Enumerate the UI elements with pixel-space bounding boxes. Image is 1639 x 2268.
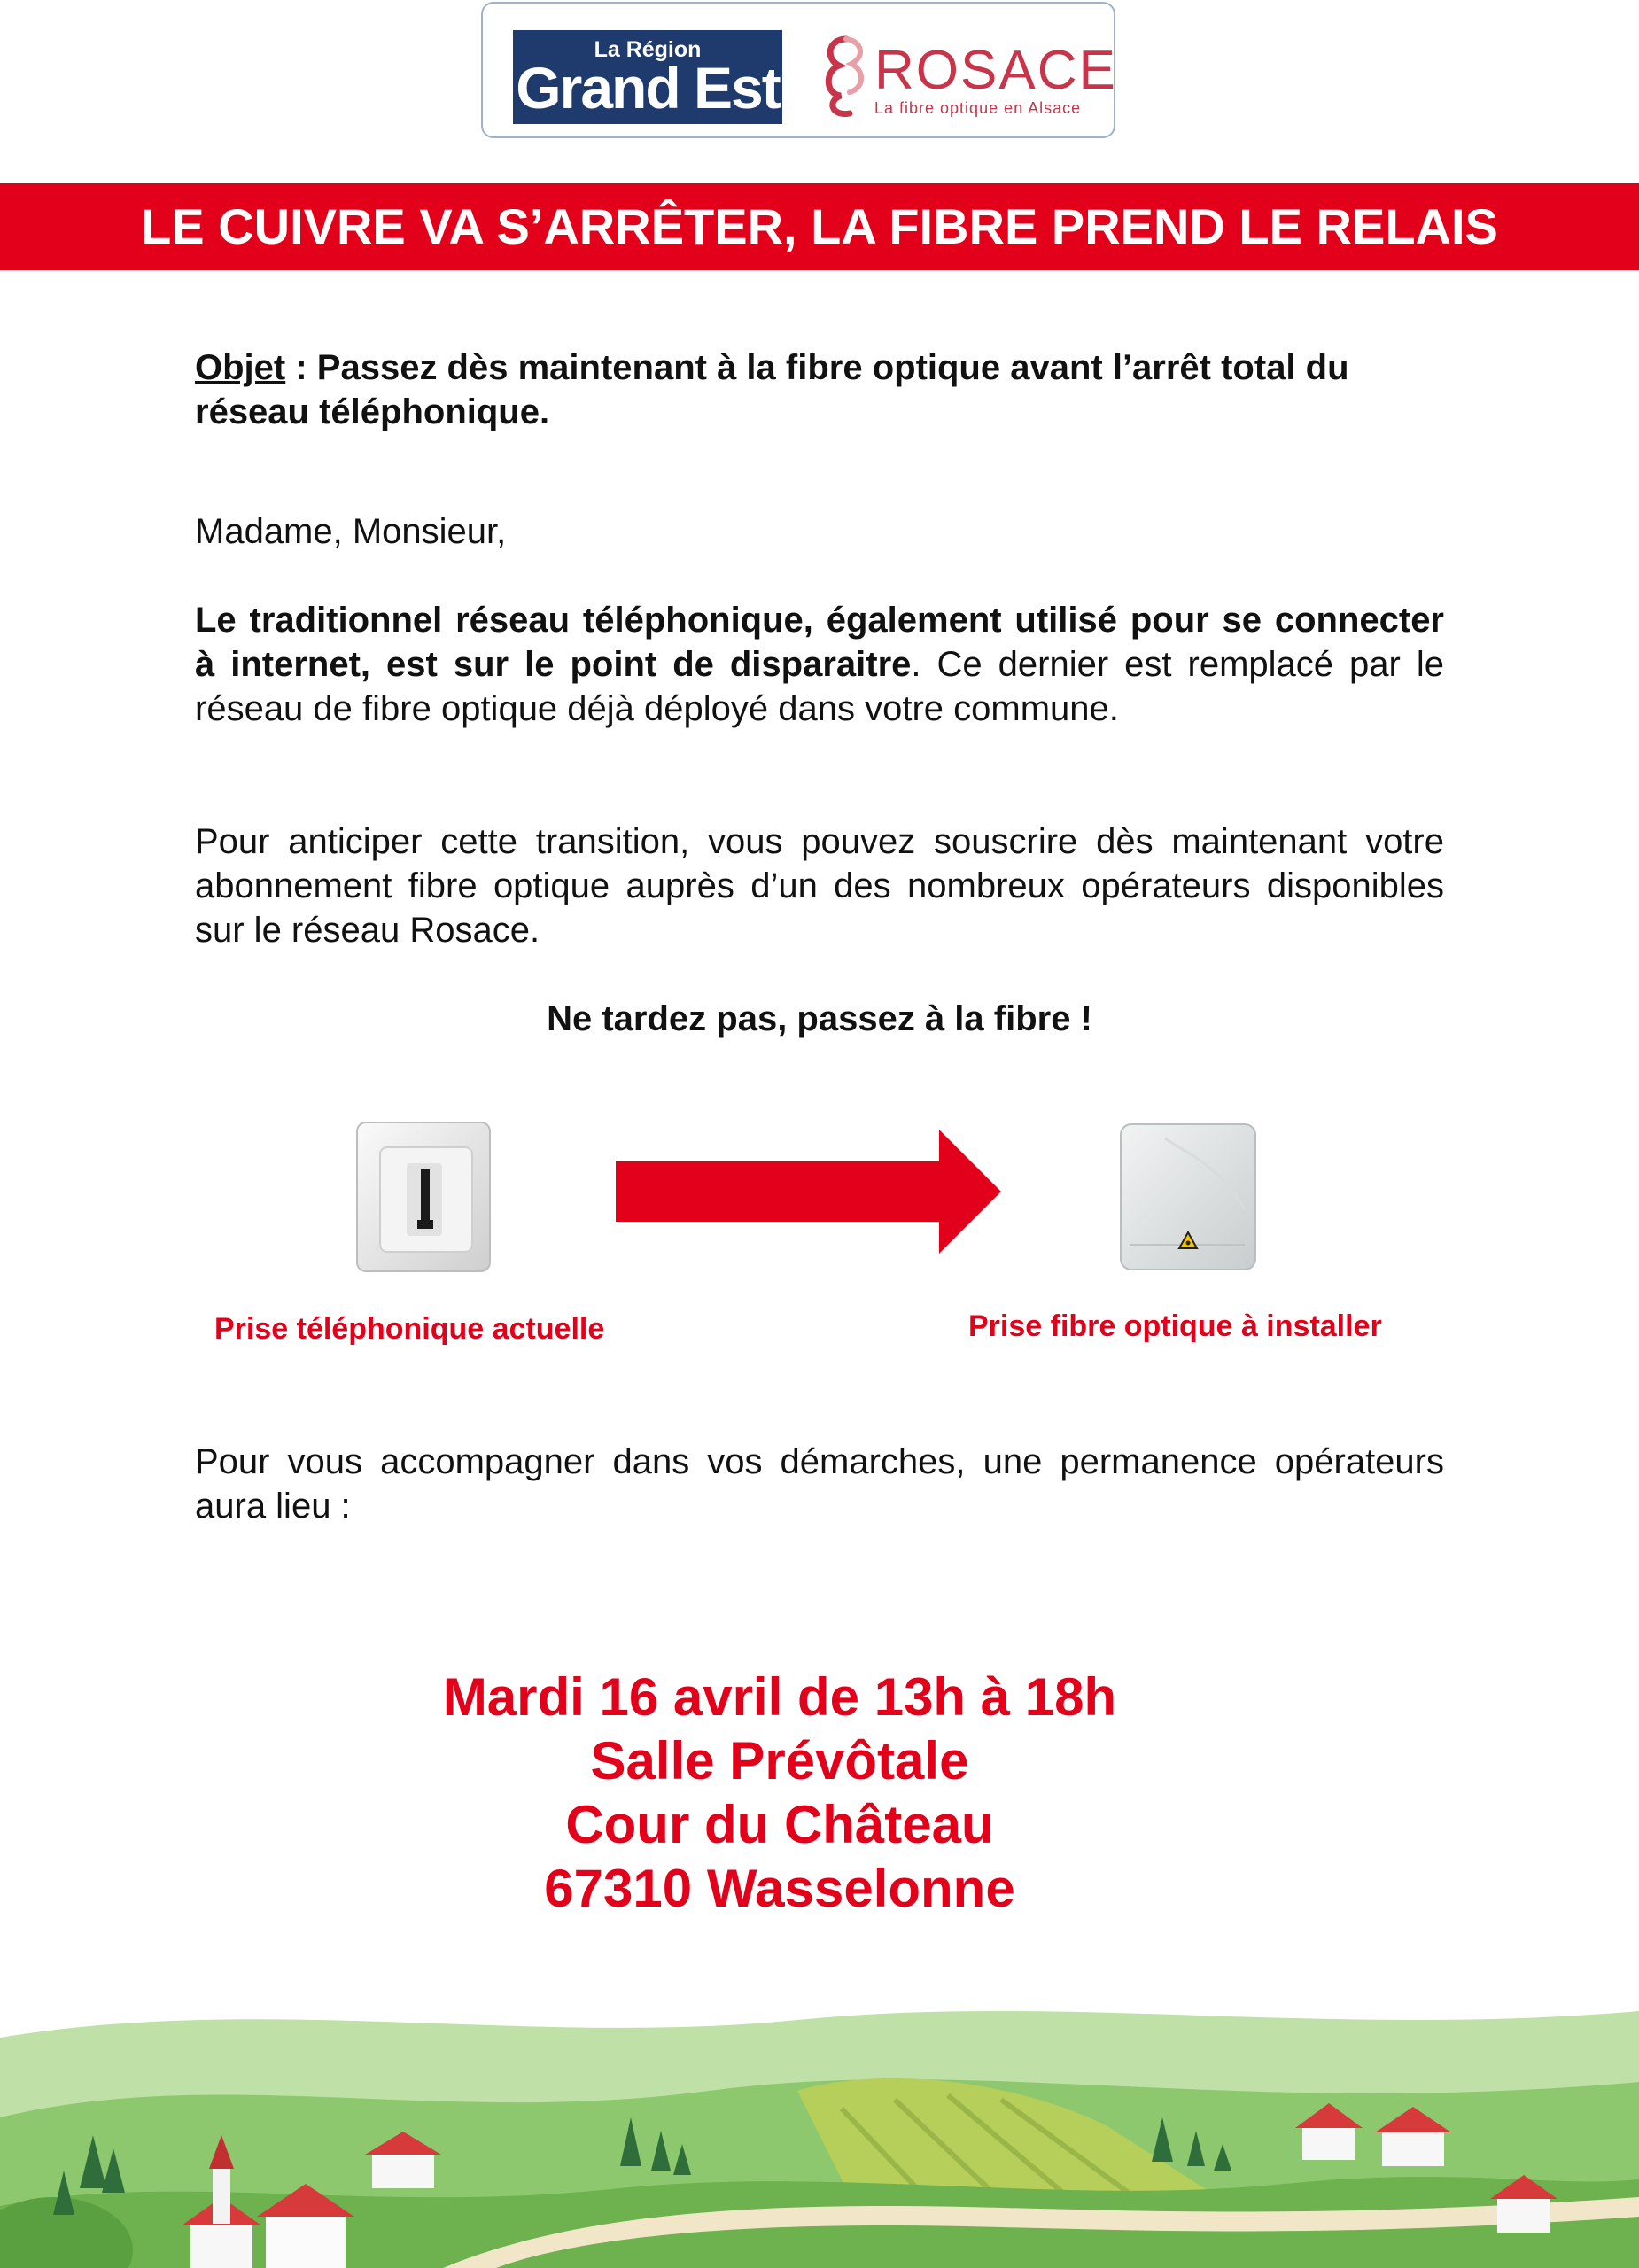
event-venue: Salle Prévôtale	[590, 1731, 969, 1790]
logo-header	[481, 2, 1115, 138]
village-landscape-illustration	[0, 1984, 1639, 2268]
rosace-logo-name: ROSACE	[874, 40, 1117, 101]
grand-est-logo-line1: La Région	[594, 37, 702, 62]
event-address: Cour du Château	[565, 1795, 994, 1854]
grand-est-logo	[513, 30, 782, 124]
fiber-outlet-icon	[1112, 1103, 1262, 1298]
paragraph-1-rest: . Ce dernier est remplacé par le réseau de fibre optique déjà déployé dans votre commune.	[195, 645, 1444, 728]
event-details	[0, 1666, 1559, 1921]
rosace-emblem-icon	[820, 32, 873, 120]
transition-arrow-icon	[616, 1130, 1001, 1254]
caption-fiber-outlet: Prise fibre optique à installer	[968, 1309, 1382, 1343]
event-city: 67310 Wasselonne	[544, 1859, 1015, 1918]
phone-socket-icon	[350, 1103, 501, 1298]
letter-subject	[195, 346, 1435, 434]
rosace-logo	[820, 28, 1117, 126]
rosace-logo-tagline: La fibre optique en Alsace	[874, 99, 1082, 117]
subject-label: Objet	[195, 348, 286, 387]
caption-phone-socket: Prise téléphonique actuelle	[214, 1312, 605, 1346]
headline-banner: LE CUIVRE VA S’ARRÊTER, LA FIBRE PREND LE RELAIS	[0, 183, 1639, 270]
event-date: Mardi 16 avril de 13h à 18h	[442, 1667, 1117, 1727]
grand-est-logo-line2: Grand Est	[516, 55, 780, 120]
call-to-action: Ne tardez pas, passez à la fibre !	[547, 999, 1092, 1038]
subject-text: : Passez dès maintenant à la fibre optique avant l’arrêt total du réseau téléphonique.	[195, 348, 1349, 431]
letter-paragraph-1	[195, 598, 1444, 731]
letter-paragraph-3: Pour vous accompagner dans vos démarches, une permanence opérateurs aura lieu :	[195, 1442, 1444, 1526]
letter-greeting: Madame, Monsieur,	[195, 512, 507, 551]
paragraph-1-bold: Le traditionnel réseau téléphonique, également utilisé pour se connecter à internet, est sur le point de disparaitre	[195, 601, 1444, 684]
letter-paragraph-2: Pour anticiper cette transition, vous pouvez souscrire dès maintenant votre abonnement fibre optique auprès d’un des nombreux opérateurs disponibles sur le réseau Rosace.	[195, 822, 1444, 950]
